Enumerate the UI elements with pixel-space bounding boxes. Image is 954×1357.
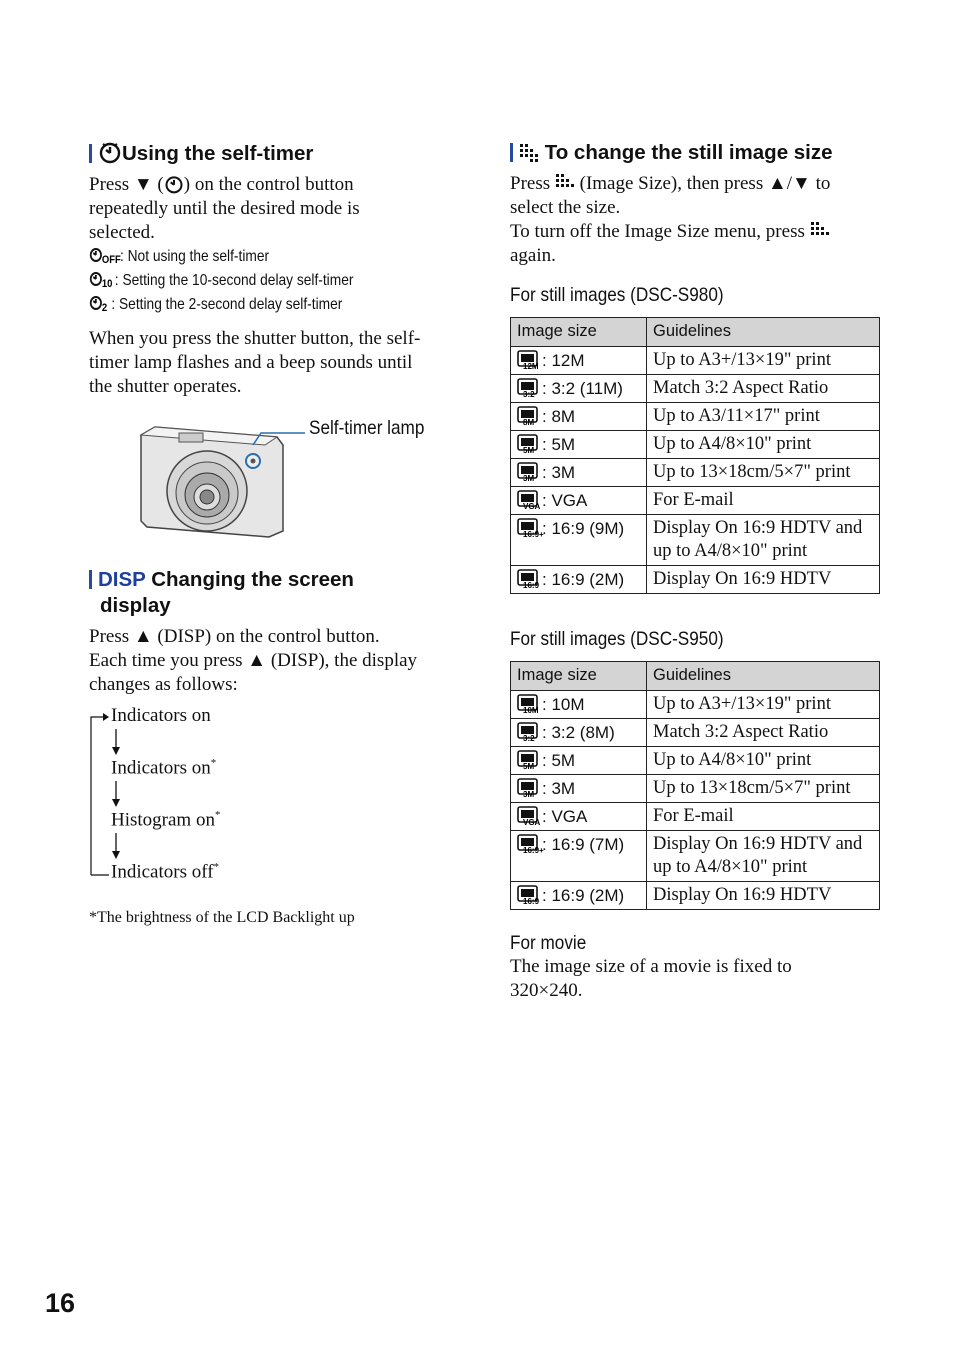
table-row	[511, 775, 880, 803]
self-timer-off-icon	[89, 245, 120, 265]
section-bar	[89, 144, 92, 163]
disp-title-2: display	[100, 594, 171, 617]
image-size-value: : 10M	[542, 695, 585, 714]
disp-para-1: Press ▲ (DISP) on the control button.	[89, 626, 380, 647]
guideline-cell: Match 3:2 Aspect Ratio	[647, 375, 880, 403]
image-size-badge-icon	[517, 434, 541, 454]
svg-text:3M: 3M	[523, 474, 535, 483]
image-size-value: : 3:2 (8M)	[542, 723, 615, 742]
svg-text:8M: 8M	[523, 418, 535, 427]
svg-text:12M: 12M	[523, 362, 539, 371]
image-size-badge-icon	[517, 569, 541, 589]
image-size-badge-icon	[517, 885, 541, 905]
table-header-row	[511, 318, 880, 347]
image-size-cell	[511, 487, 647, 515]
svg-text:16:9+: 16:9+	[523, 530, 544, 539]
image-size-cell	[511, 803, 647, 831]
svg-text:OFF: OFF	[101, 254, 121, 267]
movie-para-1: The image size of a movie is fixed to	[510, 956, 792, 977]
shutter-para-1: When you press the shutter button, the self-	[89, 328, 421, 349]
svg-text:5M: 5M	[523, 762, 535, 771]
right-column	[510, 140, 882, 1003]
image-size-badge-icon	[517, 694, 541, 714]
guideline-cell: Up to A3+/13×19" print	[647, 691, 880, 719]
table-row	[511, 803, 880, 831]
flow-item: Indicators on	[111, 705, 211, 726]
table-row	[511, 747, 880, 775]
self-timer-icon	[164, 174, 184, 194]
callout-line	[247, 419, 317, 449]
s950-caption: For still images (DSC-S950)	[510, 628, 724, 650]
guideline-cell: Display On 16:9 HDTV and up to A4/8×10" print	[647, 831, 880, 882]
image-size-badge-icon	[517, 806, 541, 826]
image-size-cell	[511, 403, 647, 431]
image-size-icon	[519, 143, 539, 163]
table-row	[511, 347, 880, 375]
svg-text:3M: 3M	[523, 790, 535, 799]
image-size-badge-icon	[517, 406, 541, 426]
image-size-title: To change the still image size	[544, 141, 833, 164]
table-row	[511, 403, 880, 431]
guideline-cell: Up to 13×18cm/5×7" print	[647, 459, 880, 487]
self-timer-intro-2: repeatedly until the desired mode is	[89, 198, 360, 219]
s980-caption: For still images (DSC-S980)	[510, 284, 724, 306]
disp-label: DISP	[98, 568, 146, 591]
guideline-cell: Up to 13×18cm/5×7" print	[647, 775, 880, 803]
image-size-cell	[511, 459, 647, 487]
image-size-value: : 16:9 (7M)	[542, 835, 625, 854]
col-guidelines: Guidelines	[647, 318, 880, 347]
image-size-badge-icon	[517, 462, 541, 482]
section-bar	[510, 143, 513, 162]
guideline-cell: Up to A3/11×17" print	[647, 403, 880, 431]
disp-heading	[89, 567, 461, 593]
table-row	[511, 719, 880, 747]
col-image-size: Image size	[511, 318, 647, 347]
image-size-cell	[511, 515, 647, 566]
guideline-cell: Display On 16:9 HDTV	[647, 566, 880, 594]
s980-size-table	[510, 317, 880, 594]
table-row	[511, 831, 880, 882]
image-size-badge-icon	[517, 778, 541, 798]
svg-text:3:2: 3:2	[523, 390, 535, 399]
image-size-heading	[510, 140, 882, 166]
left-column	[89, 140, 461, 927]
table-row	[511, 487, 880, 515]
image-size-para-2: select the size.	[510, 197, 621, 218]
image-size-cell	[511, 566, 647, 594]
image-size-icon	[555, 173, 575, 193]
self-timer-intro: Press ▼ ( ) on the control button	[89, 174, 354, 195]
table-row	[511, 566, 880, 594]
image-size-cell	[511, 747, 647, 775]
disp-flow	[89, 705, 461, 895]
svg-text:10M: 10M	[523, 706, 539, 715]
flow-item: Indicators on*	[111, 757, 217, 779]
section-bar	[89, 570, 92, 589]
table-row	[511, 431, 880, 459]
self-timer-intro-3: selected.	[89, 222, 155, 243]
guideline-cell: Up to A4/8×10" print	[647, 431, 880, 459]
image-size-cell	[511, 831, 647, 882]
guideline-cell: For E-mail	[647, 487, 880, 515]
image-size-cell	[511, 882, 647, 910]
image-size-badge-icon	[517, 750, 541, 770]
image-size-cell	[511, 691, 647, 719]
image-size-value: : 5M	[542, 435, 576, 454]
guideline-cell: Display On 16:9 HDTV	[647, 882, 880, 910]
col-image-size: Image size	[511, 662, 647, 691]
flow-item: Indicators off*	[111, 861, 220, 883]
image-size-value: : 3M	[542, 463, 576, 482]
svg-text:10: 10	[101, 278, 113, 291]
table-header-row	[511, 662, 880, 691]
table-row	[511, 882, 880, 910]
image-size-value: : 12M	[542, 351, 585, 370]
mode-10s: 10 : Setting the 10-second delay self-timer	[89, 269, 409, 293]
image-size-value: : 16:9 (9M)	[542, 519, 625, 538]
image-size-badge-icon	[517, 378, 541, 398]
guideline-cell: Display On 16:9 HDTV and up to A4/8×10" print	[647, 515, 880, 566]
svg-text:3:2: 3:2	[523, 734, 535, 743]
image-size-value: : 16:9 (2M)	[542, 570, 625, 589]
svg-text:16:9: 16:9	[523, 897, 540, 906]
table-row	[511, 459, 880, 487]
image-size-cell	[511, 431, 647, 459]
image-size-cell	[511, 719, 647, 747]
camera-figure	[89, 413, 461, 563]
image-size-value: : VGA	[542, 491, 588, 510]
svg-text:VGA: VGA	[523, 502, 541, 511]
image-size-para-4: again.	[510, 245, 556, 266]
image-size-cell	[511, 775, 647, 803]
self-timer-lamp-label: Self-timer lamp	[309, 417, 425, 439]
shutter-para-2: timer lamp flashes and a beep sounds until	[89, 352, 413, 373]
guideline-cell: Up to A4/8×10" print	[647, 747, 880, 775]
self-timer-10-icon	[89, 269, 115, 289]
image-size-value: : 3:2 (11M)	[542, 379, 623, 398]
table-row	[511, 515, 880, 566]
guideline-cell: Match 3:2 Aspect Ratio	[647, 719, 880, 747]
self-timer-2-icon	[89, 293, 111, 313]
flow-arrows	[89, 705, 119, 885]
image-size-value: : 8M	[542, 407, 576, 426]
movie-para-2: 320×240.	[510, 980, 583, 1001]
image-size-para-1: Press (Image Size), then press ▲/▼ to	[510, 173, 831, 194]
image-size-badge-icon	[517, 834, 544, 855]
image-size-badge-icon	[517, 722, 541, 742]
image-size-value: : VGA	[542, 807, 588, 826]
guideline-cell: For E-mail	[647, 803, 880, 831]
svg-text:5M: 5M	[523, 446, 535, 455]
table-row	[511, 691, 880, 719]
s950-size-table	[510, 661, 880, 910]
self-timer-mode-list	[89, 245, 461, 317]
image-size-value: : 5M	[542, 751, 576, 770]
image-size-badge-icon	[517, 490, 541, 510]
image-size-badge-icon	[517, 350, 541, 370]
svg-text:16:9: 16:9	[523, 581, 540, 590]
svg-text:VGA: VGA	[523, 818, 541, 827]
image-size-badge-icon	[517, 518, 544, 539]
mode-off: OFF : Not using the self-timer	[89, 245, 409, 269]
image-size-para-3: To turn off the Image Size menu, press	[510, 220, 882, 244]
svg-text:2: 2	[101, 302, 108, 315]
disp-para-3: changes as follows:	[89, 674, 238, 695]
page-number: 16	[45, 1288, 76, 1318]
self-timer-title: Using the self-timer	[122, 142, 314, 165]
flow-item: Histogram on*	[111, 809, 221, 831]
image-size-cell	[511, 375, 647, 403]
svg-text:16:9+: 16:9+	[523, 846, 544, 855]
footnote: *The brightness of the LCD Backlight up	[89, 909, 355, 926]
image-size-value: : 3M	[542, 779, 576, 798]
shutter-para-3: the shutter operates.	[89, 376, 242, 397]
disp-title: Changing the screen	[151, 568, 354, 591]
image-size-value: : 16:9 (2M)	[542, 886, 625, 905]
movie-caption: For movie	[510, 932, 587, 954]
image-size-icon	[810, 221, 830, 241]
disp-para-2: Each time you press ▲ (DISP), the display	[89, 650, 418, 671]
self-timer-icon	[98, 140, 122, 164]
image-size-cell	[511, 347, 647, 375]
guideline-cell: Up to A3+/13×19" print	[647, 347, 880, 375]
col-guidelines: Guidelines	[647, 662, 880, 691]
mode-2s: 2 : Setting the 2-second delay self-timer	[89, 293, 409, 317]
table-row	[511, 375, 880, 403]
self-timer-heading	[89, 140, 461, 167]
